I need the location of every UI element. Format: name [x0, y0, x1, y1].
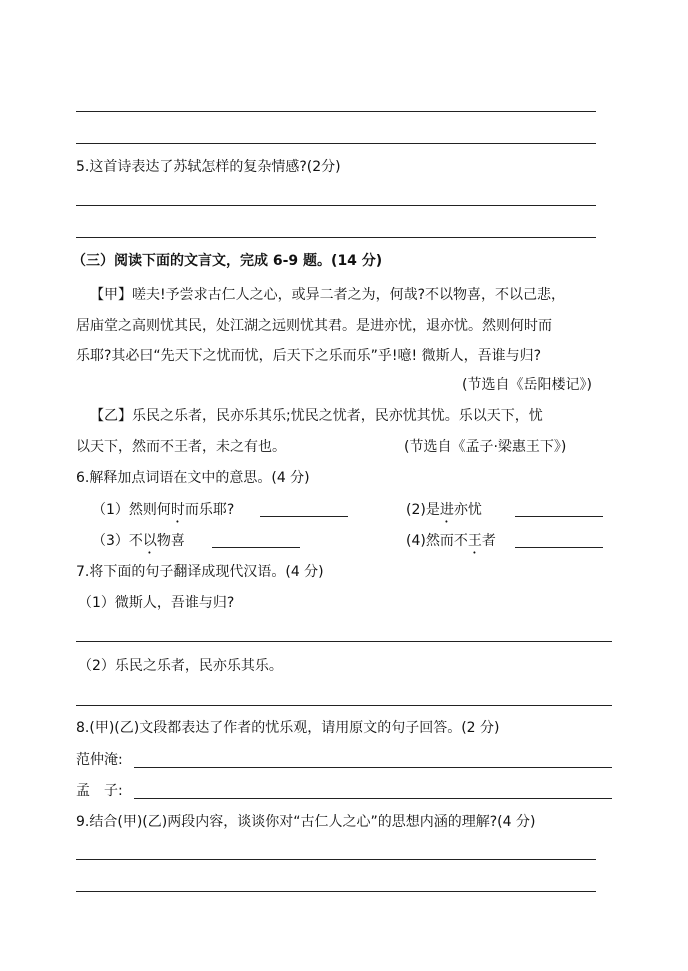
- answer-line[interactable]: [76, 237, 596, 238]
- dotted-word: 王: [467, 533, 482, 549]
- passage-b-line: 以天下，然而不王者，未之有也。: [76, 439, 286, 455]
- q6-item-text: （1）然则何: [92, 502, 171, 518]
- passage-a-line: 居庙堂之高则忧其民，处江湖之远则忧其君。是进亦忧，退亦忧。然则何时而: [76, 318, 552, 334]
- dotted-word: 时: [170, 502, 185, 518]
- q6-item-3: [92, 531, 185, 557]
- answer-line[interactable]: [76, 205, 596, 206]
- passage-b-line: 【乙】乐民之乐者，民亦乐其乐;忧民之忧者，民亦忧其忧。乐以天下，忧: [90, 408, 543, 424]
- q7-sentence-1: （1）微斯人，吾谁与归?: [78, 595, 235, 611]
- q6-item-text: 而乐耶?: [184, 502, 235, 518]
- q6-item-1: [92, 500, 234, 526]
- q6-answer-blank[interactable]: [515, 516, 603, 517]
- q8-label-fan: 范仲淹:: [76, 752, 123, 768]
- passage-a-line: 【甲】嗟夫!予尝求古仁人之心，或异二者之为，何哉?不以物喜，不以己悲，: [90, 287, 566, 303]
- q8-answer-line[interactable]: [134, 767, 612, 768]
- passage-a-line: 乐耶?其必曰“先天下之忧而忧，后天下之乐而乐”乎!噫! 微斯人，吾谁与归?: [76, 348, 542, 364]
- section-heading: （三）阅读下面的文言文，完成 6-9 题。(14 分): [72, 253, 383, 269]
- passage-a-source: (节选自《岳阳楼记》): [462, 377, 592, 393]
- q6-answer-blank[interactable]: [212, 547, 300, 548]
- q6-item-text: 物喜: [156, 533, 185, 549]
- q6-answer-blank[interactable]: [260, 516, 348, 517]
- question-5: 5.这首诗表达了苏轼怎样的复杂情感?(2分): [76, 159, 341, 175]
- question-7: 7.将下面的句子翻译成现代汉语。(4 分): [76, 564, 324, 580]
- answer-line[interactable]: [76, 641, 612, 642]
- q6-item-text: (4)然而不: [406, 533, 468, 549]
- q8-answer-line[interactable]: [134, 798, 612, 799]
- q7-sentence-2: （2）乐民之乐者，民亦乐其乐。: [78, 658, 283, 674]
- q6-item-text: （3）不: [92, 533, 143, 549]
- answer-line[interactable]: [76, 859, 596, 860]
- q6-item-text: (2)是: [406, 502, 440, 518]
- dotted-word: 以: [142, 533, 157, 549]
- q6-item-text: 亦忧: [453, 502, 482, 518]
- answer-line[interactable]: [76, 143, 596, 144]
- question-8: 8.(甲)(乙)文段都表达了作者的忧乐观，请用原文的句子回答。(2 分): [76, 720, 500, 736]
- answer-line[interactable]: [76, 705, 612, 706]
- answer-line[interactable]: [76, 891, 596, 892]
- answer-line[interactable]: [76, 111, 596, 112]
- q6-item-2: [406, 500, 482, 526]
- q6-answer-blank[interactable]: [515, 547, 603, 548]
- dotted-word: 进: [439, 502, 454, 518]
- question-9: 9.结合(甲)(乙)两段内容，谈谈你对“古仁人之心”的思想内涵的理解?(4 分): [76, 814, 536, 830]
- q8-label-meng: 孟 子:: [76, 783, 123, 799]
- question-6: 6.解释加点词语在文中的意思。(4 分): [76, 470, 310, 486]
- passage-b-source: (节选自《孟子·梁惠王下》): [404, 439, 567, 455]
- q6-item-4: [406, 531, 496, 557]
- q6-item-text: 者: [481, 533, 496, 549]
